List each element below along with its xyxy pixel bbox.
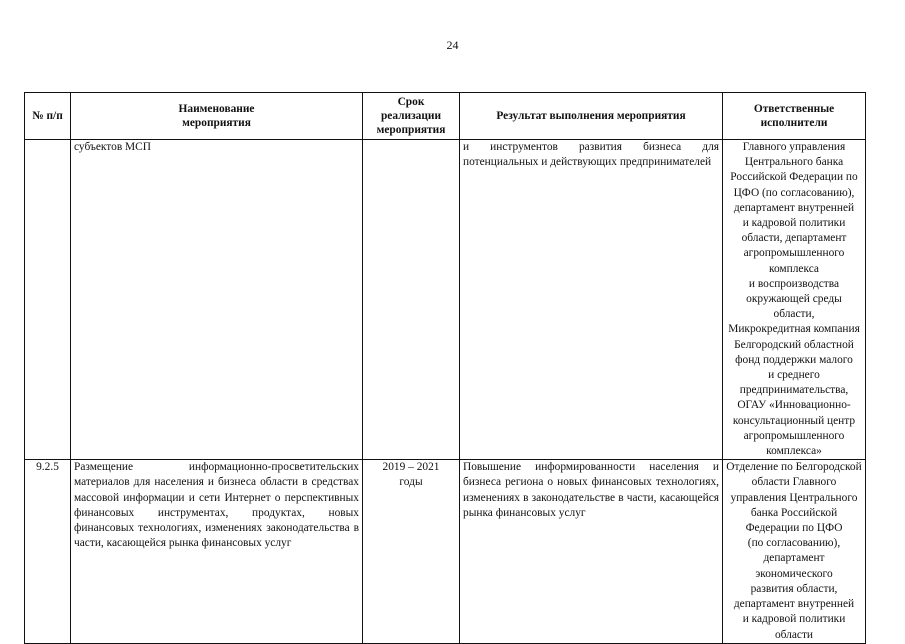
cell-term: 2019 – 2021 годы	[363, 460, 460, 643]
cell-term	[363, 140, 460, 460]
cell-result: и инструментов развития бизнеса для потенциальных и действующих предпринимателей	[460, 140, 723, 460]
header-number: № п/п	[25, 93, 71, 140]
cell-responsible: Главного управления Центрального банка Российской Федерации по ЦФО (по согласованию), департамент внутренней и кадровой политики области, департамент агропромышленного комплекса и воспроизводства окружающей среды области, Микрокредитная компания Белгородский областной фонд поддержки малого и среднего предпринимательства, ОГАУ «Инновационно- консультационный центр агропромышленного комплекса»	[723, 140, 866, 460]
cell-measure-name: субъектов МСП	[71, 140, 363, 460]
measures-table	[24, 92, 866, 644]
table-row	[25, 140, 866, 460]
cell-number: 9.2.5	[25, 460, 71, 643]
cell-result: Повышение информированности населения и бизнеса региона о новых финансовых технологиях, изменениях в законодательстве в части, касающейся рынка финансовых услуг	[460, 460, 723, 643]
header-responsible: Ответственные исполнители	[723, 93, 866, 140]
cell-responsible: Отделение по Белгородской области Главного управления Центрального банка Российской Федерации по ЦФО (по согласованию), департамент экономического развития области, департамент внутренней и кадровой политики области	[723, 460, 866, 643]
cell-measure-name: Размещение информационно-просветительских материалов для населения и бизнеса области в средствах массовой информации и сети Интернет о перспективных финансовых инструментах, продуктах, новых финансовых технологиях, изменениях законодательства в части, касающейся рынка финансовых услуг	[71, 460, 363, 643]
table-header-row	[25, 93, 866, 140]
table-row	[25, 460, 866, 643]
header-measure-name: Наименование мероприятия	[71, 93, 363, 140]
header-term: Срок реализации мероприятия	[363, 93, 460, 140]
page-number: 24	[446, 38, 459, 52]
header-result: Результат выполнения мероприятия	[460, 93, 723, 140]
cell-number	[25, 140, 71, 460]
